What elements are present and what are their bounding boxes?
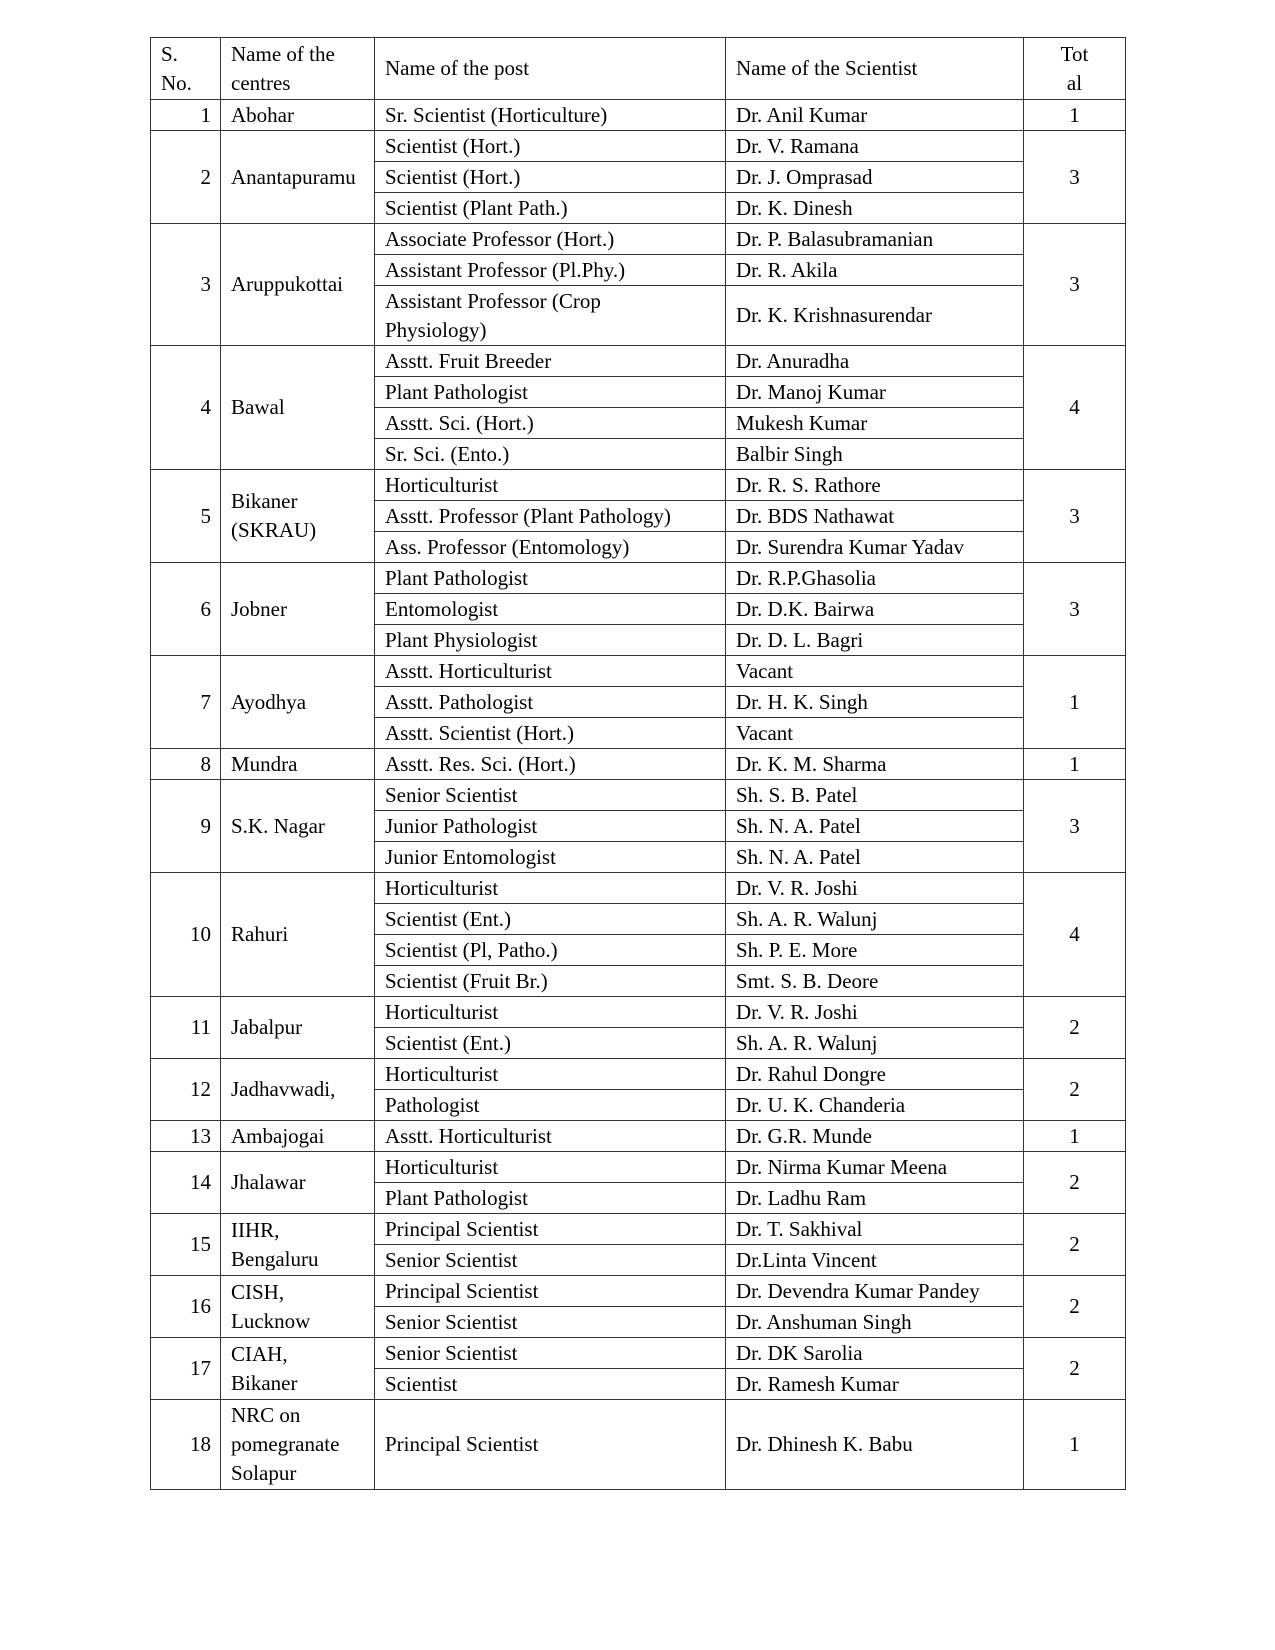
scientist-cell: Sh. S. B. Patel <box>726 780 1024 811</box>
post-line: Senior Scientist <box>385 1340 518 1365</box>
sno-cell: 1 <box>151 100 221 131</box>
centre-name-line: IIHR, <box>231 1217 280 1242</box>
scientist-cell: Sh. N. A. Patel <box>726 811 1024 842</box>
scientist-cell: Dr. K. Krishnasurendar <box>726 286 1024 346</box>
scientist-cell: Dr. Dhinesh K. Babu <box>726 1400 1024 1490</box>
post-cell <box>375 749 726 780</box>
header-row <box>151 38 1126 100</box>
post-cell <box>375 718 726 749</box>
post-line: Horticulturist <box>385 999 499 1024</box>
table-row <box>151 780 1126 811</box>
post-line: Senior Scientist <box>385 1309 518 1334</box>
post-cell <box>375 625 726 656</box>
scientist-cell: Dr. Ramesh Kumar <box>726 1369 1024 1400</box>
centre-name-line: Bengaluru <box>231 1246 319 1271</box>
post-cell <box>375 1059 726 1090</box>
centre-name-line: Bikaner <box>231 489 298 513</box>
table-row <box>151 470 1126 501</box>
scientist-cell: Dr. Devendra Kumar Pandey <box>726 1276 1024 1307</box>
post-line: Scientist (Plant Path.) <box>385 195 568 220</box>
scientist-cell: Sh. P. E. More <box>726 935 1024 966</box>
post-line: Principal Scientist <box>385 1278 539 1303</box>
centre-name-line: Rahuri <box>231 922 289 946</box>
post-line: Junior Pathologist <box>385 813 538 838</box>
table-row <box>151 100 1126 131</box>
post-cell <box>375 100 726 131</box>
header-sno-line: No. <box>161 70 192 95</box>
post-cell <box>375 1028 726 1059</box>
post-line: Junior Entomologist <box>385 844 556 869</box>
total-cell: 1 <box>1024 1400 1126 1490</box>
table-row <box>151 346 1126 377</box>
post-cell <box>375 131 726 162</box>
post-line: Scientist (Ent.) <box>385 1030 511 1055</box>
post-cell <box>375 408 726 439</box>
table-body <box>151 38 1126 1490</box>
post-cell <box>375 1307 726 1338</box>
scientist-cell: Dr. U. K. Chanderia <box>726 1090 1024 1121</box>
centre-name-cell <box>221 1214 375 1276</box>
sno-cell: 7 <box>151 656 221 749</box>
centre-name-cell <box>221 780 375 873</box>
header-centre-line: centres <box>231 70 291 95</box>
total-cell: 1 <box>1024 749 1126 780</box>
header-post: Name of the post <box>375 38 726 100</box>
header-sno-line: S. <box>161 41 178 66</box>
scientist-cell: Dr. G.R. Munde <box>726 1121 1024 1152</box>
scientist-cell: Dr. Manoj Kumar <box>726 377 1024 408</box>
total-cell: 4 <box>1024 873 1126 997</box>
centre-name-line: Jobner <box>231 596 287 621</box>
header-sno <box>151 38 221 100</box>
centre-name-cell <box>221 1059 375 1121</box>
post-cell <box>375 1276 726 1307</box>
sno-cell: 3 <box>151 224 221 346</box>
post-line: Pathologist <box>385 1092 480 1117</box>
scientist-cell: Balbir Singh <box>726 439 1024 470</box>
centre-name-line: Jabalpur <box>231 1015 303 1039</box>
scientist-cell: Dr. K. Dinesh <box>726 193 1024 224</box>
sno-cell: 9 <box>151 780 221 873</box>
post-line: Horticulturist <box>385 1061 499 1086</box>
scientist-cell: Mukesh Kumar <box>726 408 1024 439</box>
post-line: Sr. Scientist (Horticulture) <box>385 102 608 127</box>
post-line: Horticulturist <box>385 875 499 900</box>
centre-name-line: (SKRAU) <box>231 518 317 542</box>
centre-name-cell <box>221 997 375 1059</box>
total-cell: 3 <box>1024 131 1126 224</box>
post-cell <box>375 470 726 501</box>
centre-name-line: S.K. Nagar <box>231 813 325 838</box>
post-line: Senior Scientist <box>385 782 518 807</box>
post-cell <box>375 966 726 997</box>
post-cell <box>375 935 726 966</box>
sno-cell: 4 <box>151 346 221 470</box>
scientist-cell: Dr. V. R. Joshi <box>726 997 1024 1028</box>
post-cell <box>375 1369 726 1400</box>
sno-cell: 2 <box>151 131 221 224</box>
total-cell: 3 <box>1024 563 1126 656</box>
scientist-cell: Sh. N. A. Patel <box>726 842 1024 873</box>
post-cell <box>375 1400 726 1490</box>
centre-name-line: Aruppukottai <box>231 272 343 296</box>
centre-name-line: Mundra <box>231 751 298 776</box>
post-cell <box>375 594 726 625</box>
post-cell <box>375 873 726 904</box>
scientist-cell: Dr. V. R. Joshi <box>726 873 1024 904</box>
sno-cell: 16 <box>151 1276 221 1338</box>
post-cell <box>375 255 726 286</box>
scientist-cell: Dr. J. Omprasad <box>726 162 1024 193</box>
post-line: Asstt. Professor (Plant Pathology) <box>385 503 671 528</box>
scientist-cell: Dr. P. Balasubramanian <box>726 224 1024 255</box>
post-line: Asstt. Horticulturist <box>385 1123 552 1148</box>
post-cell <box>375 842 726 873</box>
centre-name-line: NRC on <box>231 1403 301 1427</box>
post-line: Principal Scientist <box>385 1432 539 1456</box>
scientist-cell: Dr. H. K. Singh <box>726 687 1024 718</box>
post-cell <box>375 1090 726 1121</box>
total-cell: 2 <box>1024 1276 1126 1338</box>
centre-name-cell <box>221 100 375 131</box>
centre-name-line: Ambajogai <box>231 1123 325 1148</box>
scientist-cell: Dr. T. Sakhival <box>726 1214 1024 1245</box>
sno-cell: 12 <box>151 1059 221 1121</box>
table-row <box>151 1276 1126 1307</box>
table-row <box>151 873 1126 904</box>
post-line: Assistant Professor (Crop <box>385 288 601 313</box>
post-cell <box>375 656 726 687</box>
centre-name-line: Jhalawar <box>231 1170 306 1194</box>
centre-name-line: CISH, <box>231 1279 285 1304</box>
header-total-line: Tot <box>1060 41 1089 66</box>
total-cell: 3 <box>1024 224 1126 346</box>
sno-cell: 14 <box>151 1152 221 1214</box>
table-row <box>151 1121 1126 1152</box>
table-row <box>151 1214 1126 1245</box>
post-line: Entomologist <box>385 596 499 621</box>
centre-name-line: Bikaner <box>231 1370 298 1395</box>
centre-name-cell <box>221 563 375 656</box>
table-row <box>151 1152 1126 1183</box>
post-cell <box>375 224 726 255</box>
scientist-cell: Dr. V. Ramana <box>726 131 1024 162</box>
total-cell: 1 <box>1024 1121 1126 1152</box>
post-line: Asstt. Fruit Breeder <box>385 348 552 373</box>
post-line: Plant Pathologist <box>385 379 528 404</box>
scientist-cell: Dr. BDS Nathawat <box>726 501 1024 532</box>
post-cell <box>375 439 726 470</box>
post-cell <box>375 377 726 408</box>
post-cell <box>375 162 726 193</box>
centre-name-cell <box>221 224 375 346</box>
post-line: Asstt. Horticulturist <box>385 658 552 683</box>
post-cell <box>375 1214 726 1245</box>
post-cell <box>375 904 726 935</box>
centre-name-line: Solapur <box>231 1461 297 1485</box>
total-cell: 1 <box>1024 656 1126 749</box>
post-cell <box>375 1338 726 1369</box>
post-line: Assistant Professor (Pl.Phy.) <box>385 257 626 282</box>
post-line: Asstt. Res. Sci. (Hort.) <box>385 751 576 776</box>
sno-cell: 8 <box>151 749 221 780</box>
total-cell: 2 <box>1024 997 1126 1059</box>
sno-cell: 17 <box>151 1338 221 1400</box>
post-cell <box>375 532 726 563</box>
table-row <box>151 1400 1126 1490</box>
post-line: Scientist (Pl, Patho.) <box>385 937 558 962</box>
scientist-cell: Dr. Rahul Dongre <box>726 1059 1024 1090</box>
centre-name-line: Anantapuramu <box>231 164 356 189</box>
post-cell <box>375 286 726 346</box>
sno-cell: 5 <box>151 470 221 563</box>
post-cell <box>375 780 726 811</box>
centre-name-cell <box>221 1276 375 1338</box>
centre-name-line: Lucknow <box>231 1308 311 1333</box>
total-cell: 1 <box>1024 100 1126 131</box>
post-line: Asstt. Pathologist <box>385 689 534 714</box>
post-cell <box>375 997 726 1028</box>
centre-name-cell <box>221 656 375 749</box>
sno-cell: 15 <box>151 1214 221 1276</box>
header-scientist: Name of the Scientist <box>726 38 1024 100</box>
scientist-cell: Dr. DK Sarolia <box>726 1338 1024 1369</box>
centre-name-cell <box>221 1338 375 1400</box>
sno-cell: 10 <box>151 873 221 997</box>
scientist-cell: Dr. Anshuman Singh <box>726 1307 1024 1338</box>
centre-name-line: Abohar <box>231 102 294 127</box>
post-line: Scientist (Hort.) <box>385 133 521 158</box>
centre-name-line: Jadhavwadi, <box>231 1077 336 1101</box>
post-line: Asstt. Scientist (Hort.) <box>385 720 574 745</box>
post-cell <box>375 687 726 718</box>
post-cell <box>375 1183 726 1214</box>
centre-name-cell <box>221 873 375 997</box>
centre-name-cell <box>221 346 375 470</box>
total-cell: 3 <box>1024 470 1126 563</box>
sno-cell: 6 <box>151 563 221 656</box>
table-row <box>151 131 1126 162</box>
table-row <box>151 749 1126 780</box>
post-cell <box>375 501 726 532</box>
post-line: Plant Physiologist <box>385 627 538 652</box>
post-cell <box>375 563 726 594</box>
header-centre-line: Name of the <box>231 41 335 66</box>
table-row <box>151 224 1126 255</box>
post-cell <box>375 1152 726 1183</box>
post-line: Associate Professor (Hort.) <box>385 226 615 251</box>
table-row <box>151 563 1126 594</box>
centre-name-cell <box>221 1400 375 1490</box>
header-total-line: al <box>1066 70 1083 95</box>
centre-name-cell <box>221 1152 375 1214</box>
post-line: Senior Scientist <box>385 1247 518 1272</box>
post-line: Sr. Sci. (Ento.) <box>385 441 510 466</box>
scientist-cell: Dr. D. L. Bagri <box>726 625 1024 656</box>
scientist-cell: Dr.Linta Vincent <box>726 1245 1024 1276</box>
centre-name-cell <box>221 131 375 224</box>
centre-name-cell <box>221 749 375 780</box>
post-line: Horticulturist <box>385 472 499 497</box>
scientist-cell: Dr. Surendra Kumar Yadav <box>726 532 1024 563</box>
post-line: Scientist (Hort.) <box>385 164 521 189</box>
scientist-cell: Sh. A. R. Walunj <box>726 1028 1024 1059</box>
post-line: Plant Pathologist <box>385 1185 528 1210</box>
post-cell <box>375 193 726 224</box>
centre-name-line: CIAH, <box>231 1341 288 1366</box>
header-centre <box>221 38 375 100</box>
centre-name-cell <box>221 470 375 563</box>
table-row <box>151 1338 1126 1369</box>
total-cell: 2 <box>1024 1152 1126 1214</box>
post-cell <box>375 811 726 842</box>
scientist-cell: Vacant <box>726 656 1024 687</box>
table-row <box>151 997 1126 1028</box>
post-line: Principal Scientist <box>385 1216 539 1241</box>
centre-name-cell <box>221 1121 375 1152</box>
scientist-cell: Dr. K. M. Sharma <box>726 749 1024 780</box>
scientist-cell: Dr. R. S. Rathore <box>726 470 1024 501</box>
total-cell: 2 <box>1024 1214 1126 1276</box>
total-cell: 3 <box>1024 780 1126 873</box>
post-cell <box>375 1121 726 1152</box>
sno-cell: 18 <box>151 1400 221 1490</box>
total-cell: 4 <box>1024 346 1126 470</box>
scientist-cell: Dr. D.K. Bairwa <box>726 594 1024 625</box>
scientist-cell: Vacant <box>726 718 1024 749</box>
header-total <box>1024 38 1126 100</box>
total-cell: 2 <box>1024 1059 1126 1121</box>
sno-cell: 13 <box>151 1121 221 1152</box>
post-line: Scientist <box>385 1371 458 1396</box>
centre-name-line: pomegranate <box>231 1432 340 1456</box>
centre-name-line: Bawal <box>231 395 285 419</box>
scientist-cell: Dr. Anil Kumar <box>726 100 1024 131</box>
post-line: Ass. Professor (Entomology) <box>385 534 630 559</box>
table-row <box>151 656 1126 687</box>
post-line: Horticulturist <box>385 1154 499 1179</box>
centre-name-line: Ayodhya <box>231 689 307 714</box>
post-line: Physiology) <box>385 317 487 342</box>
scientist-cell: Dr. Ladhu Ram <box>726 1183 1024 1214</box>
scientist-cell: Dr. Nirma Kumar Meena <box>726 1152 1024 1183</box>
scientist-cell: Dr. R. Akila <box>726 255 1024 286</box>
scientist-cell: Dr. R.P.Ghasolia <box>726 563 1024 594</box>
sno-cell: 11 <box>151 997 221 1059</box>
table-row <box>151 1059 1126 1090</box>
scientist-cell: Smt. S. B. Deore <box>726 966 1024 997</box>
centres-table <box>150 37 1126 1490</box>
post-cell <box>375 1245 726 1276</box>
total-cell: 2 <box>1024 1338 1126 1400</box>
post-line: Scientist (Fruit Br.) <box>385 968 548 993</box>
scientist-cell: Dr. Anuradha <box>726 346 1024 377</box>
post-line: Asstt. Sci. (Hort.) <box>385 410 534 435</box>
post-line: Plant Pathologist <box>385 565 528 590</box>
post-line: Scientist (Ent.) <box>385 906 511 931</box>
post-cell <box>375 346 726 377</box>
scientist-cell: Sh. A. R. Walunj <box>726 904 1024 935</box>
